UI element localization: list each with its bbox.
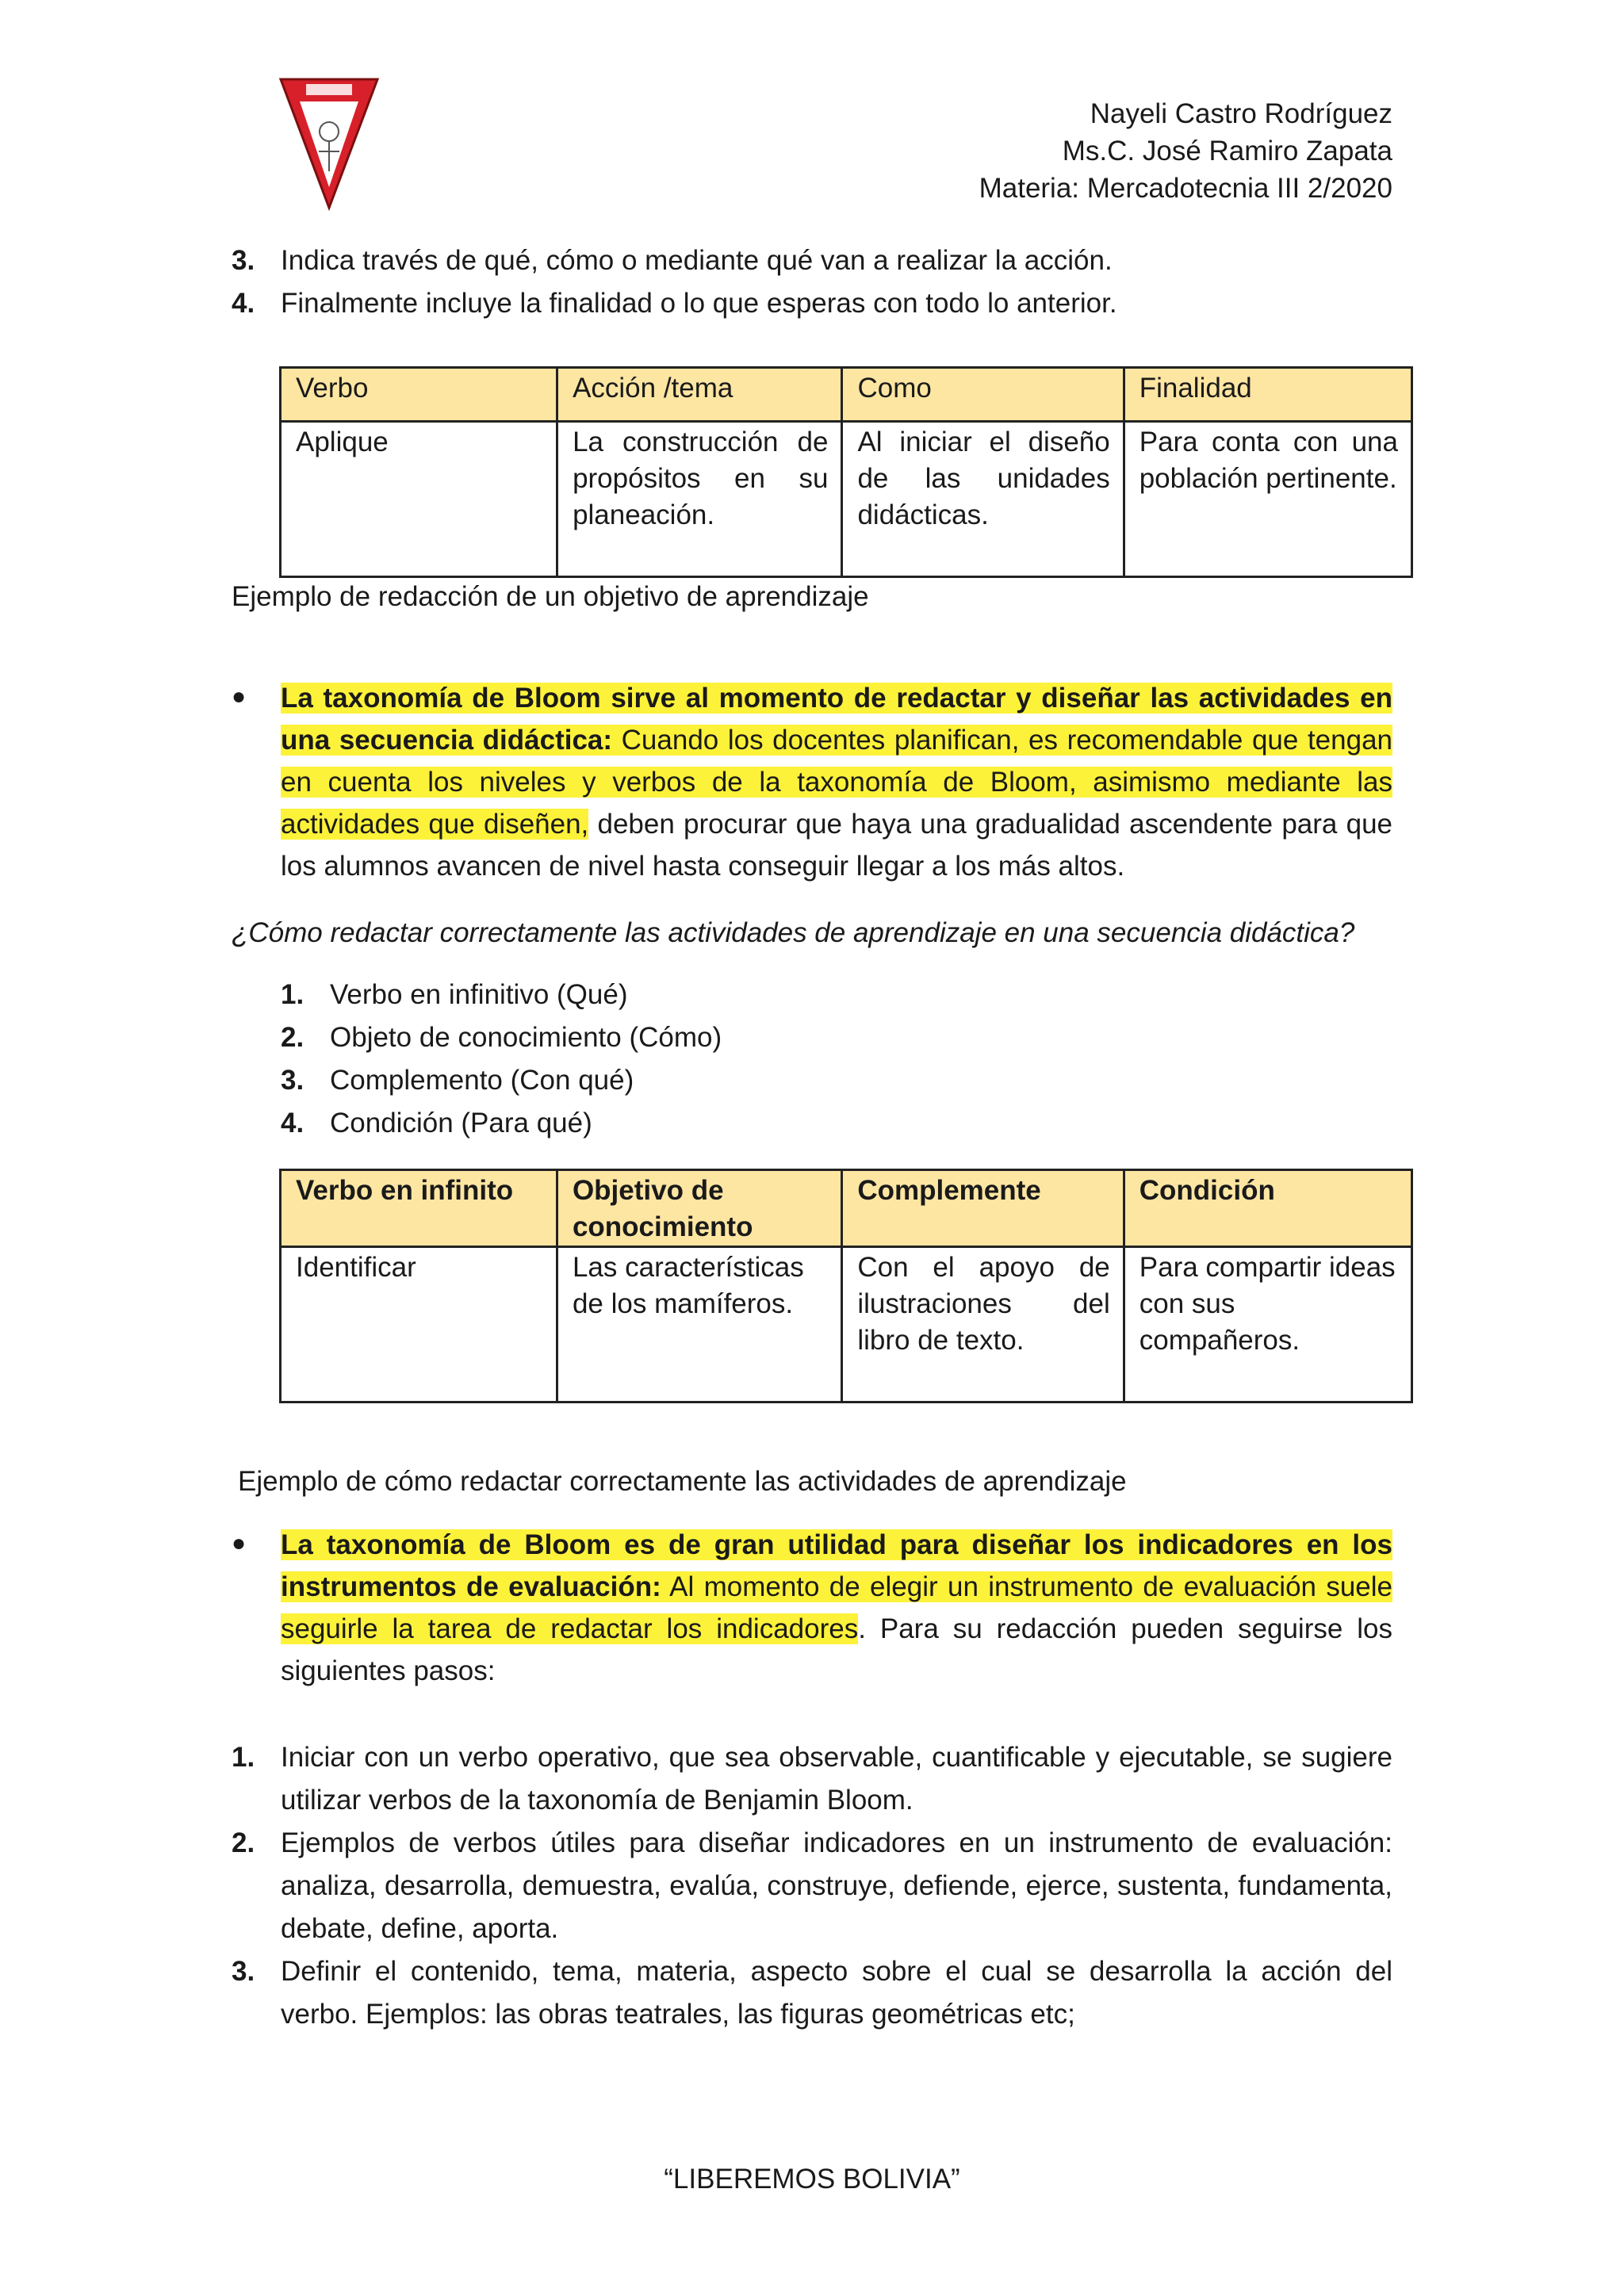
step-number: 1. (232, 1742, 255, 1773)
step-number: 3. (232, 1956, 255, 1987)
caption-objective-example: Ejemplo de redacción de un objetivo de aprendizaje (232, 581, 869, 612)
step-text: Iniciar con un verbo operativo, que sea observable, cuantificable y ejecutable, se sugiere utilizar verbos de la taxonomía de Benjamin Bloom. (281, 1742, 1392, 1816)
step-text: Definir el contenido, tema, materia, aspecto sobre el cual se desarrolla la acción del verbo. Ejemplos: las obras teatrales, las figuras geométricas etc; (281, 1956, 1392, 2030)
table-header-cell: Objetivo de conocimiento (557, 1170, 841, 1247)
list-item (281, 974, 722, 1016)
table-cell: Las características de los mamíferos. (557, 1247, 841, 1402)
step-text: Finalmente incluye la finalidad o lo que esperas con todo lo anterior. (281, 288, 1117, 319)
author-name: Nayeli Castro Rodríguez (1090, 98, 1392, 129)
step-text: Objeto de conocimiento (Cómo) (330, 1022, 722, 1053)
list-item (232, 1736, 1392, 1822)
table-cell: La construcción de propósitos en su planeación. (557, 422, 842, 577)
objective-table (279, 366, 1413, 578)
highlighted-bold-text: La taxonomía de Bloom sirve al momento de redactar y diseñar las actividades en una secuencia didáctica: (281, 683, 1392, 756)
table-cell: Al iniciar el diseño de las unidades didácticas. (842, 422, 1124, 577)
step-text: Ejemplos de verbos útiles para diseñar indicadores en un instrumento de evaluación: analiza, desarrolla, demuestra, evalúa, construye, defiende, ejerce, sustenta, fundamenta, debate, define, aporta. (281, 1827, 1392, 1944)
table-cell: Con el apoyo de ilustraciones del libro de texto. (842, 1247, 1124, 1402)
table-cell: Aplique (281, 422, 557, 577)
steps-bottom-list (232, 1736, 1392, 2036)
bullet-icon: ● (232, 683, 247, 710)
caption-activities-example: Ejemplo de cómo redactar correctamente las actividades de aprendizaje (238, 1466, 1127, 1497)
steps-mid-list (281, 974, 722, 1145)
step-text: Condición (Para qué) (330, 1108, 592, 1138)
bloom-indicators-paragraph (281, 1524, 1392, 1692)
bloom-activities-paragraph (281, 677, 1392, 887)
step-number: 4. (281, 1108, 304, 1138)
step-text: Complemento (Con qué) (330, 1065, 634, 1096)
list-item (232, 1822, 1392, 1950)
step-number: 2. (232, 1827, 255, 1858)
step-number: 3. (232, 245, 255, 276)
step-number: 1. (281, 979, 304, 1010)
steps-top-item (232, 239, 1113, 282)
step-number: 3. (281, 1065, 304, 1096)
subject-line: Materia: Mercadotecnia III 2/2020 (979, 173, 1392, 204)
step-number: 4. (232, 288, 255, 319)
teacher-name: Ms.C. José Ramiro Zapata (1062, 136, 1392, 166)
table-header-cell: Como (842, 368, 1124, 422)
list-item (281, 1102, 722, 1145)
activity-table (279, 1169, 1413, 1403)
highlighted-text: Cuando los docentes planifican, es recomendable que tengan en cuenta los niveles y verbos de la taxonomía de Bloom, asimismo mediante las actividades que diseñen, (281, 725, 1392, 840)
table-cell: Identificar (281, 1247, 557, 1402)
table-header-cell: Complemente (842, 1170, 1124, 1247)
section-question: ¿Cómo redactar correctamente las actividades de aprendizaje en una secuencia didáctica? (232, 917, 1355, 948)
document-header (979, 95, 1392, 207)
list-item (281, 1059, 722, 1102)
table-header-cell: Finalidad (1124, 368, 1411, 422)
paragraph-text: . Para su redacción pueden seguirse los siguientes pasos: (281, 1613, 1392, 1686)
list-item (232, 1950, 1392, 2036)
paragraph-text: deben procurar que haya una gradualidad ascendente para que los alumnos avancen de nivel hasta conseguir llegar a los más altos. (281, 809, 1392, 882)
step-text: Verbo en infinitivo (Qué) (330, 979, 628, 1010)
steps-top-item (232, 282, 1117, 325)
step-number: 2. (281, 1022, 304, 1053)
table-header-cell: Condición (1124, 1170, 1411, 1247)
step-text: Indica través de qué, cómo o mediante qué van a realizar la acción. (281, 245, 1113, 276)
table-header-cell: Acción /tema (557, 368, 842, 422)
table-cell: Para conta con una población pertinente. (1124, 422, 1411, 577)
table-header-cell: Verbo (281, 368, 557, 422)
table-cell: Para compartir ideas con sus compañeros. (1124, 1247, 1411, 1402)
bullet-icon: ● (232, 1530, 247, 1556)
list-item (281, 1016, 722, 1059)
highlighted-bold-text: La taxonomía de Bloom es de gran utilidad para diseñar los indicadores en los instrumentos de evaluación: (281, 1529, 1392, 1602)
table-header-cell: Verbo en infinito (281, 1170, 557, 1247)
highlighted-text: Al momento de elegir un instrumento de evaluación suele seguirle la tarea de redactar los indicadores (281, 1571, 1392, 1644)
page-footer: “LIBEREMOS BOLIVIA” (664, 2164, 960, 2195)
university-shield-logo (279, 76, 379, 211)
